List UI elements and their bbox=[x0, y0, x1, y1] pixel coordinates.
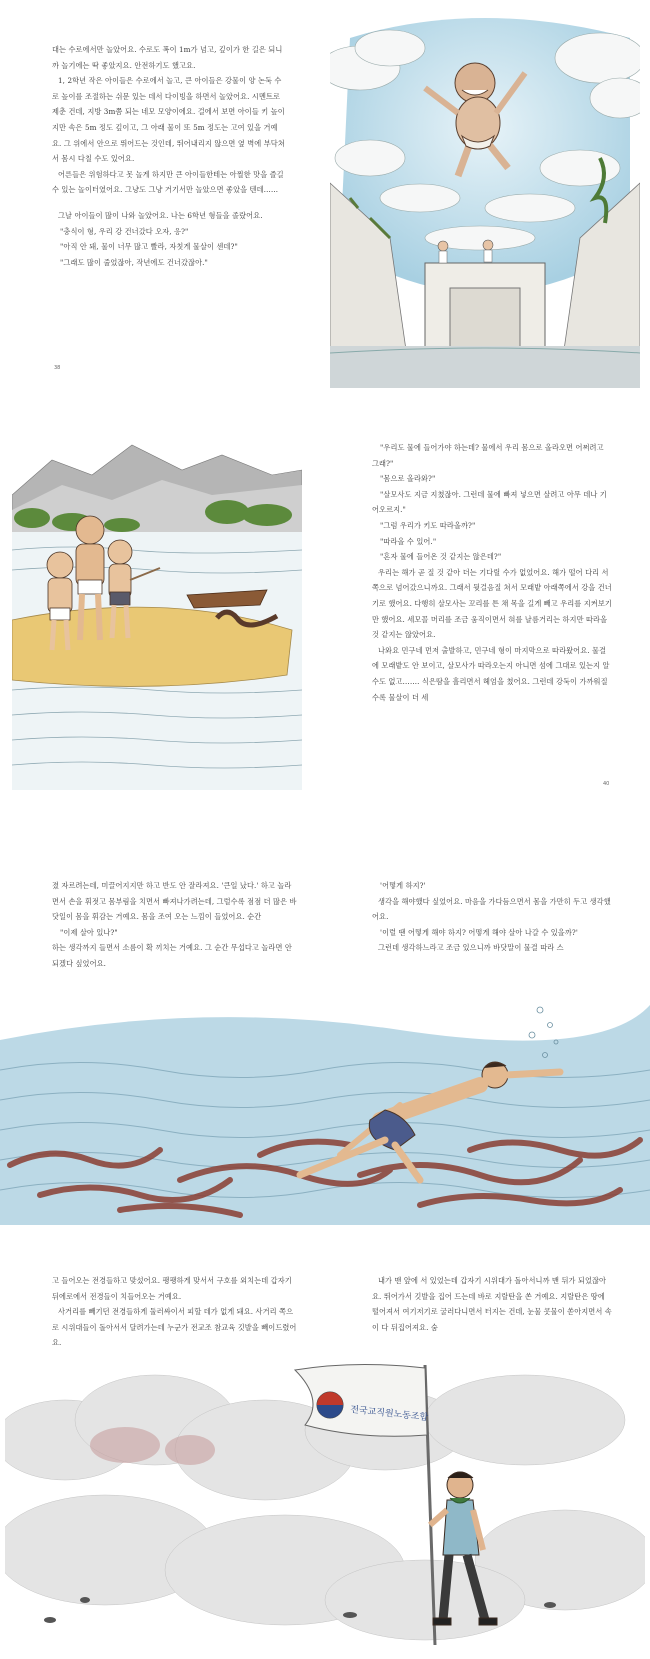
paragraph: 대는 수로에서만 놀았어요. 수로도 폭이 1m가 넘고, 깊이가 한 길은 되니까 놀기에는 딱 좋았지요. 안전하기도 했고요. bbox=[52, 45, 283, 70]
illustration-tear-gas-flag bbox=[5, 1350, 645, 1650]
paragraph: 어른들은 위험하다고 못 놀게 하지만 큰 아이들한테는 아찔한 맛을 즐길 수 있는 놀이터였어요. 그냥도 그냥 거기서만 놀았으면 좋았을 텐데…… bbox=[52, 169, 284, 195]
dialogue-line: "아직 안 돼, 물이 너무 많고 빨라, 자칫게 물살이 센데?" bbox=[60, 242, 238, 252]
dialogue-line: "혼자 물에 들어온 것 같지는 않은데?" bbox=[380, 552, 502, 562]
paragraph: 1, 2학년 작은 아이들은 수로에서 놀고, 큰 아이들은 강물이 양 논둑 수로 높이를 조절하는 쉬문 있는 데서 다이빙을 하면서 놀았어요. 시멘트로 제춘 건데, 지방 3m쯤 되는 네모 모양이에요. 걸에서 보면 아이들 키 높이지만 속은 5m 정도 깊이고, 그 아래 물이 또 5m 정도는 고여 있을 거예요. 그 위에서 안으로 뛰어드는 것인데, 뛰어내리지 않으면 옆 벽에 부닥쳐서 몸시 다칠 수도 있어요. bbox=[52, 76, 285, 164]
spread-1 bbox=[0, 0, 650, 395]
paragraph: 졌 자르려는데, 미끌어지지만 하고 반도 안 잘라져요. '큰일 났다.' 하고 놀라면서 손을 휘젓고 몸부림을 치면서 빠져나가려는데, 그럴수록 점점 더 많은 바닷일이 몸을 휘감는 거예요. 몸을 조여 오는 느낌이 들었어요. 순간 bbox=[52, 881, 297, 922]
paragraph: 나와요 민구네 먼저 출발하고, 민구네 형이 마지막으로 따라왔어요. 물결에 모래밭도 안 보이고, 살모사가 따라오는지 아니면 섬에 그대로 있는지 알 수도 없고……. 식은땀을 흘리면서 헤엄을 쳤어요. 그런데 강둑이 가까워질수록 물살이 더 세 bbox=[372, 645, 610, 702]
spread-3 bbox=[0, 870, 650, 1235]
banner-text: 전국교직원노동조합 bbox=[349, 1405, 429, 1424]
paragraph: 생각을 해야했다 싶었어요. 마음을 가다듬으면서 몸을 가만히 두고 생각했어요. bbox=[372, 896, 611, 922]
dialogue-line: "충식이 형, 우리 강 건너갔다 오자, 응?" bbox=[60, 226, 189, 236]
paragraph bbox=[52, 198, 287, 208]
dialogue-line: "그래도 많이 줄었잖아, 작년에도 건너갔잖아." bbox=[60, 257, 208, 267]
paragraph: 우리는 해가 곧 질 것 같아 더는 기다릴 수가 없었어요. 해가 떨어 다리 서쪽으로 넘어갔으니까요. 그래서 뒷걸음질 쳐서 모래밭 아래쪽에서 강을 건너기로 했어요. 다행히 살모사는 꼬리를 튼 채 목을 길게 빼고 우리를 지켜보기만 했어요. 세모꼴 머리를 조금 움직이면서 혀를 날름거리는 하지만 따라올 것 같지는 않았어요. bbox=[372, 567, 612, 640]
text-block-left bbox=[52, 878, 297, 972]
spread-4 bbox=[0, 1265, 650, 1659]
dialogue-line: '어떻게 하지?' bbox=[380, 881, 426, 890]
dialogue-line: "살모사도 지금 지쳤잖아. 그런데 물에 빠져 넣으면 살려고 아무 데나 기어오르지." bbox=[372, 489, 607, 515]
dialogue-line: "몸으로 올라와?" bbox=[380, 474, 436, 484]
illustration-diving-boy bbox=[330, 8, 640, 388]
dialogue-line: "이제 살아 있나?" bbox=[60, 927, 118, 937]
dialogue-line: "우리도 물에 들어가야 하는데? 물에서 우리 몸으로 올라오면 어쩌려고 그래?" bbox=[372, 443, 604, 468]
paragraph: 그날 아이들이 많이 나와 놀았어요. 나는 6학년 형들을 졸랐어요. bbox=[58, 210, 263, 220]
spread-2 bbox=[0, 430, 650, 805]
text-block-right bbox=[372, 1273, 612, 1335]
text-block-right bbox=[372, 440, 612, 705]
paragraph: 고 들어오는 전경들하고 맞섰어요. 팽팽하게 맞서서 구호를 외치는데 갑자기 뒤에로에서 전경들이 치들어오는 거예요. bbox=[52, 1276, 292, 1301]
dialogue-line: '이럴 땐 어떻게 해야 하지? 어떻게 해야 살아 나갈 수 있을까?' bbox=[380, 927, 578, 937]
paragraph: 사거리를 빼기던 전경들하게 둘러싸이서 피할 데가 없게 돼요. 사거리 쪽으로 시위대들이 돌아서서 달려가는데 누군가 전교조 참교육 깃발을 빼이드렸어요. bbox=[52, 1307, 297, 1348]
page-number: 38 bbox=[54, 365, 61, 371]
text-block-left bbox=[52, 42, 287, 270]
illustration-island-snake bbox=[12, 440, 302, 790]
text-block-left bbox=[52, 1273, 297, 1351]
paragraph: 그런데 생각하느라고 조금 있으니까 바닷말이 물결 따라 스 bbox=[378, 943, 564, 953]
page-number: 40 bbox=[603, 781, 610, 787]
paragraph: 내가 맨 앞에 서 있었는데 갑자기 시위대가 돌아서니까 맨 뒤가 되었잖아요. 뛰어가서 깃발을 집어 드는데 바로 지랄탄을 쏜 거예요. 지랄탄은 땅에 떨어져서 여기저기로 굴러다니면서 터지는 건데, 눈물 콧물이 쏟아지면서 속이 다 뒤집어져요. 숨 bbox=[372, 1276, 612, 1332]
text-block-right bbox=[372, 878, 612, 956]
dialogue-line: "따라올 수 있어." bbox=[380, 536, 437, 546]
dialogue-line: "그럼 우리가 키도 따라올까?" bbox=[380, 520, 476, 530]
illustration-swimming-seaweed bbox=[0, 980, 650, 1225]
paragraph: 하는 생각까지 들면서 소름이 확 끼치는 거예요. 그 순간 무섭다고 놀라면 안 되겠다 싶었어요. bbox=[52, 943, 292, 968]
